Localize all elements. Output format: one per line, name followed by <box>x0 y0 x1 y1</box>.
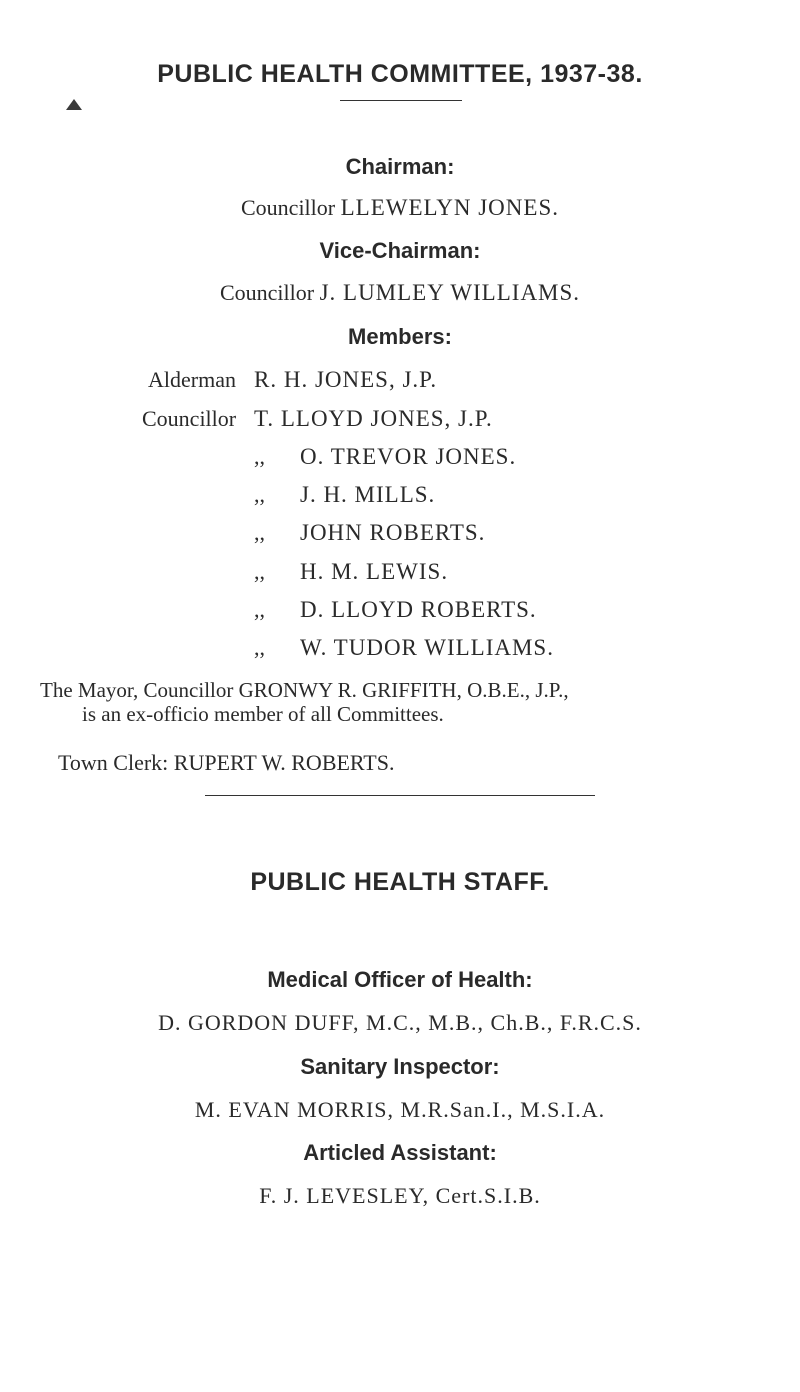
vice-chairman-name: J. LUMLEY WILLIAMS. <box>319 280 581 305</box>
title-rule <box>340 100 462 101</box>
section-divider <box>205 795 595 796</box>
chairman-name: LLEWELYN JONES. <box>340 195 559 220</box>
assistant-name: F. J. LEVESLEY, Cert.S.I.B. <box>259 1183 541 1208</box>
member-title: ,, <box>254 444 265 469</box>
member-title: ,, <box>254 520 265 545</box>
member-name: J. H. MILLS. <box>300 482 436 507</box>
member-title: ,, <box>254 597 265 622</box>
member-title: ,, <box>254 635 265 660</box>
ornament-mark-icon <box>64 96 84 112</box>
vice-chairman-title: Councillor <box>219 280 315 305</box>
moh-heading: Medical Officer of Health: <box>267 967 533 992</box>
staff-title: PUBLIC HEALTH STAFF. <box>250 868 550 896</box>
inspector-heading: Sanitary Inspector: <box>300 1054 500 1079</box>
assistant-heading: Articled Assistant: <box>303 1140 497 1165</box>
vice-chairman-line <box>0 280 800 306</box>
member-title: Councillor <box>142 406 237 431</box>
member-name: W. TUDOR WILLIAMS. <box>300 635 554 660</box>
member-name: T. LLOYD JONES, J.P. <box>254 406 493 431</box>
member-title: ,, <box>254 482 265 507</box>
member-name: R. H. JONES, J.P. <box>254 367 438 392</box>
chairman-heading: Chairman: <box>345 154 455 179</box>
members-heading: Members: <box>348 324 452 349</box>
member-name: D. LLOYD ROBERTS. <box>300 597 537 622</box>
member-title: ,, <box>254 559 265 584</box>
member-name: O. TREVOR JONES. <box>300 444 517 469</box>
mayor-note-line1: The Mayor, Councillor GRONWY R. GRIFFITH, O.B.E., J.P., <box>40 678 569 702</box>
member-name: H. M. LEWIS. <box>300 559 449 584</box>
inspector-name: M. EVAN MORRIS, M.R.San.I., M.S.I.A. <box>194 1097 606 1122</box>
chairman-title: Councillor <box>241 195 336 220</box>
mayor-note-line2: is an ex-officio member of all Committees. <box>82 702 444 726</box>
member-name: JOHN ROBERTS. <box>300 520 486 545</box>
member-title: Alderman <box>148 367 236 392</box>
chairman-line <box>0 195 800 221</box>
committee-title: PUBLIC HEALTH COMMITTEE, 1937-38. <box>157 60 643 88</box>
town-clerk: Town Clerk: RUPERT W. ROBERTS. <box>58 750 395 775</box>
vice-chairman-heading: Vice-Chairman: <box>319 238 481 263</box>
moh-name: D. GORDON DUFF, M.C., M.B., Ch.B., F.R.C.S. <box>158 1010 642 1035</box>
